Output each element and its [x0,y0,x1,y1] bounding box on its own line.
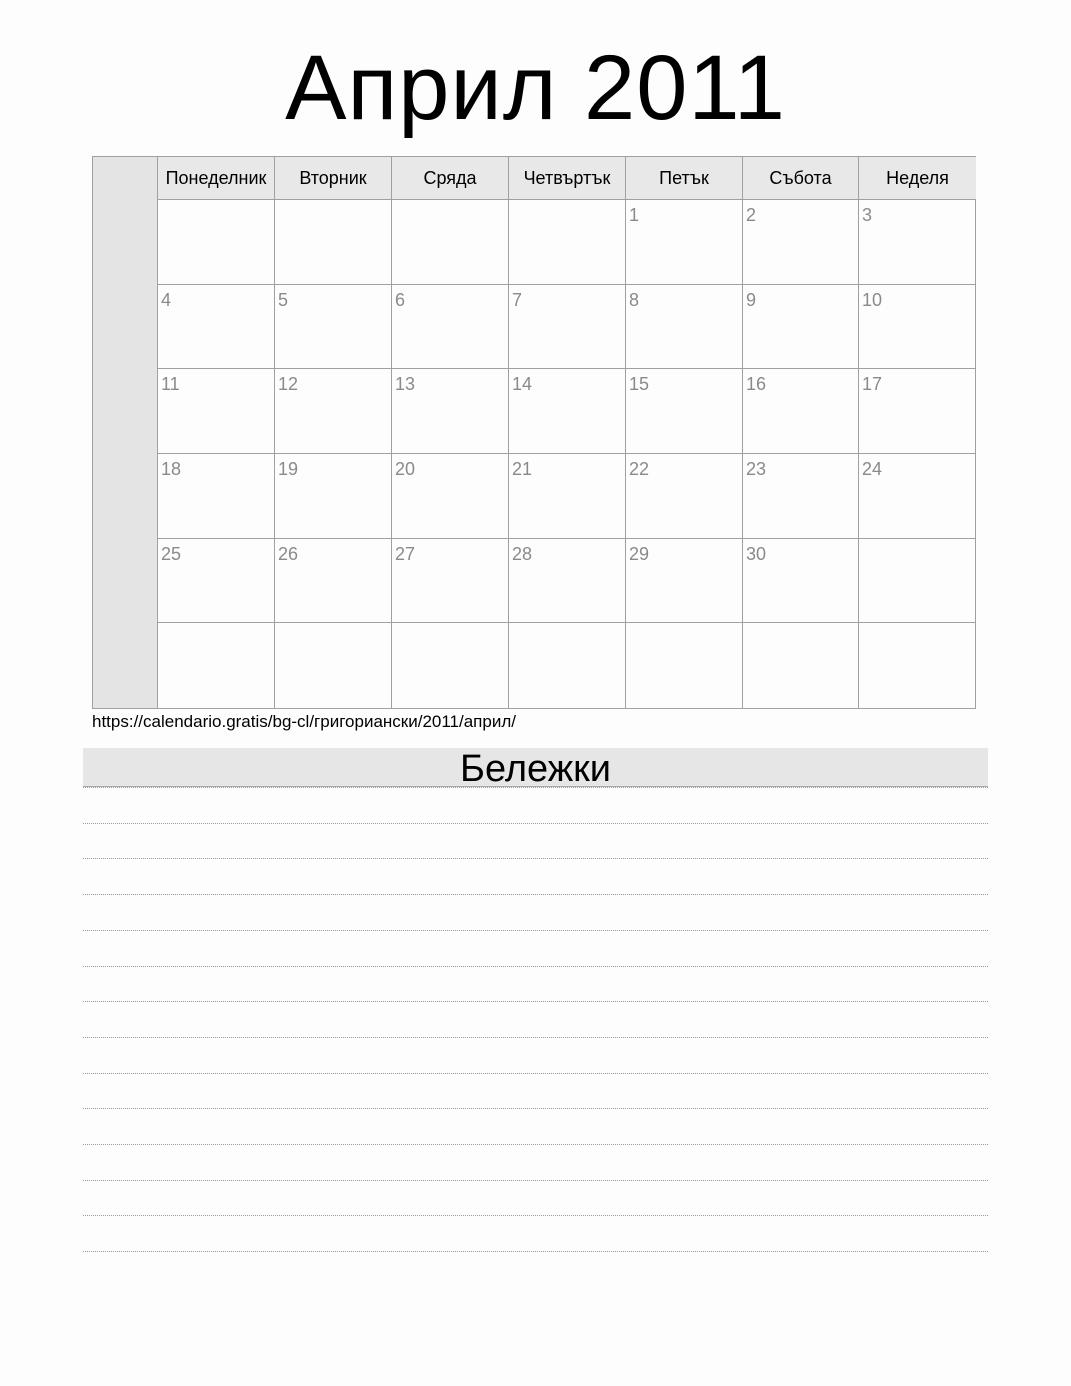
note-line [83,1108,988,1109]
day-number: 17 [862,374,883,395]
day-cell [275,623,392,708]
day-number: 12 [278,374,299,395]
day-number: 7 [512,289,523,310]
day-cell [275,369,392,454]
note-line [83,1215,988,1216]
day-cell [275,539,392,624]
day-cell [509,454,626,539]
note-line [83,1037,988,1038]
day-cell [626,200,743,285]
day-number: 13 [395,374,416,395]
day-cell [275,454,392,539]
day-number: 19 [278,458,299,479]
day-cell [743,369,859,454]
day-number: 26 [278,543,299,564]
day-cell [392,539,509,624]
day-cell [158,369,275,454]
day-cell [509,539,626,624]
day-cell [509,623,626,708]
day-cell [158,200,275,285]
note-line [83,858,988,859]
notes-heading: Бележки [83,748,988,787]
note-line [83,1180,988,1181]
weekday-header-thursday: Четвъртък [509,157,626,200]
day-cell [158,539,275,624]
day-number: 20 [395,458,416,479]
day-number: 15 [629,374,650,395]
day-number: 6 [395,289,406,310]
note-line [83,823,988,824]
day-cell [392,454,509,539]
day-cell [275,285,392,370]
day-cell [859,539,976,624]
day-cell [626,454,743,539]
note-line [83,894,988,895]
weekday-header-friday: Петък [626,157,743,200]
day-cell [509,200,626,285]
day-cell [626,539,743,624]
note-line [83,787,988,788]
day-number: 18 [161,458,182,479]
day-cell [859,285,976,370]
note-line [83,1251,988,1252]
day-number: 29 [629,543,650,564]
weekday-header-tuesday: Вторник [275,157,392,200]
day-cell [743,623,859,708]
day-number: 28 [512,543,533,564]
day-cell [859,369,976,454]
note-line [83,966,988,967]
day-number: 4 [161,289,172,310]
day-number: 14 [512,374,533,395]
note-line [83,930,988,931]
day-cell [392,369,509,454]
day-cell [158,623,275,708]
source-url: https://calendario.gratis/bg-cl/григориански/2011/април/ [92,712,516,731]
day-cell [509,369,626,454]
day-cell [859,623,976,708]
day-number: 25 [161,543,182,564]
day-number: 24 [862,458,883,479]
day-cell [392,200,509,285]
day-number: 22 [629,458,650,479]
note-line [83,1001,988,1002]
day-cell [509,285,626,370]
day-cell [158,454,275,539]
weekday-header-sunday: Неделя [859,157,976,200]
day-number: 16 [746,374,767,395]
day-number: 3 [862,205,873,225]
day-cell [158,285,275,370]
day-number: 5 [278,289,289,310]
day-number: 8 [629,289,640,310]
page-title: Април 2011 [285,37,786,139]
note-line [83,1144,988,1145]
week-number-column [93,157,158,708]
day-number: 21 [512,458,533,479]
day-cell [743,454,859,539]
day-cell [626,369,743,454]
calendar-table [92,156,976,709]
day-cell [392,285,509,370]
weekday-header-wednesday: Сряда [392,157,509,200]
note-line [83,1073,988,1074]
day-number: 10 [862,289,883,310]
day-cell [626,285,743,370]
day-number: 27 [395,543,416,564]
day-number: 23 [746,458,767,479]
weekday-header-monday: Понеделник [158,157,275,200]
weekday-header-saturday: Събота [743,157,859,200]
day-cell [859,200,976,285]
day-number: 1 [629,205,640,225]
day-number: 2 [746,205,757,225]
day-cell [743,539,859,624]
day-cell [743,285,859,370]
day-cell [275,200,392,285]
day-cell [392,623,509,708]
day-number: 30 [746,543,767,564]
day-number: 11 [161,374,180,395]
day-cell [743,200,859,285]
calendar-grid [158,157,976,708]
day-cell [626,623,743,708]
day-cell [859,454,976,539]
day-number: 9 [746,289,757,310]
